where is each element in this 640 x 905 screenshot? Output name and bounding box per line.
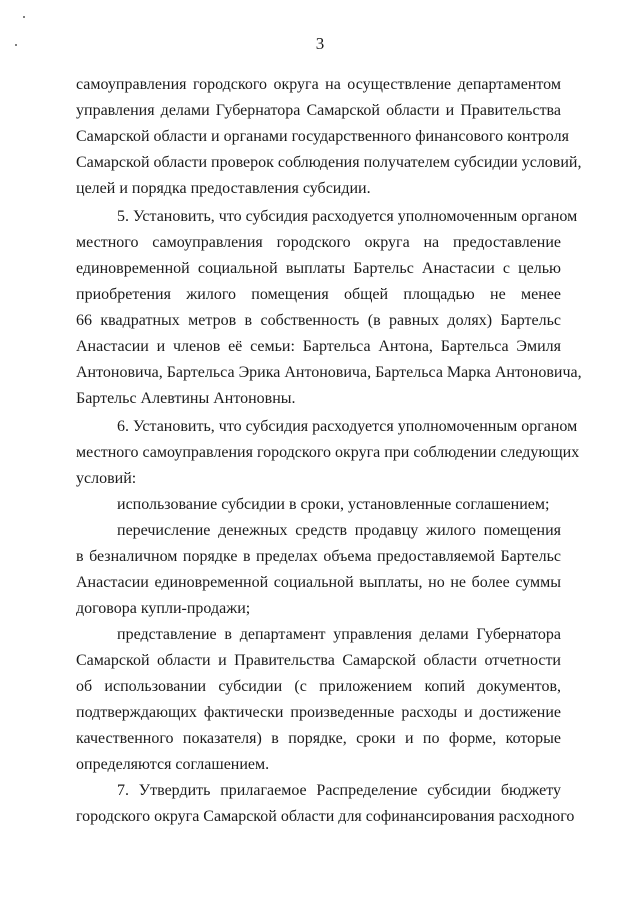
text-line: единовременной социальной выплаты Бартельс Анастасии с целью <box>76 260 561 277</box>
text-line: местного самоуправления городского округа при соблюдении следующих <box>76 444 580 461</box>
text-line: городского округа Самарской области для софинансирования расходного <box>76 808 575 825</box>
text-line: целей и порядка предоставления субсидии. <box>76 180 371 197</box>
text-line: 7. Утвердить прилагаемое Распределение субсидии бюджету <box>117 782 561 799</box>
text-line: в безналичном порядке в пределах объема предоставляемой Бартельс <box>76 548 561 565</box>
text-line: Анастасии единовременной социальной выплаты, но не более суммы <box>76 574 561 591</box>
text-line: 6. Установить, что субсидия расходуется уполномоченным органом <box>117 418 578 435</box>
text-line: определяются соглашением. <box>76 756 270 773</box>
text-line: использование субсидии в сроки, установленные соглашением; <box>117 496 550 513</box>
page-number: 3 <box>315 34 325 53</box>
text-line: Антоновича, Бартельса Эрика Антоновича, Бартельса Марка Антоновича, <box>76 364 582 381</box>
text-line: 66 квадратных метров в собственность (в равных долях) Бартельс <box>76 312 561 329</box>
text-line: самоуправления городского округа на осуществление департаментом <box>76 76 561 93</box>
text-line: Самарской области проверок соблюдения получателем субсидии условий, <box>76 154 582 171</box>
text-line: перечисление денежных средств продавцу жилого помещения <box>117 522 561 539</box>
text-line: приобретения жилого помещения общей площадью не менее <box>76 286 561 303</box>
text-line: Анастасии и членов её семьи: Бартельса Антона, Бартельса Эмиля <box>76 338 561 355</box>
text-line: условий: <box>76 470 137 487</box>
text-line: подтверждающих фактически произведенные расходы и достижение <box>76 704 561 721</box>
scan-speck <box>23 16 25 18</box>
text-line: Самарской области и органами государственного финансового контроля <box>76 128 569 145</box>
text-line: Бартельс Алевтины Антоновны. <box>76 390 296 407</box>
text-line: управления делами Губернатора Самарской области и Правительства <box>76 102 561 119</box>
text-line: местного самоуправления городского округа на предоставление <box>76 234 561 251</box>
text-line: Самарской области и Правительства Самарской области отчетности <box>76 652 561 669</box>
text-line: об использовании субсидии (с приложением копий документов, <box>76 678 561 695</box>
text-line: 5. Установить, что субсидия расходуется уполномоченным органом <box>117 208 578 225</box>
text-line: качественного показателя) в порядке, сроки и по форме, которые <box>76 730 561 747</box>
text-line: договора купли-продажи; <box>76 600 251 617</box>
text-line: представление в департамент управления делами Губернатора <box>117 626 561 643</box>
